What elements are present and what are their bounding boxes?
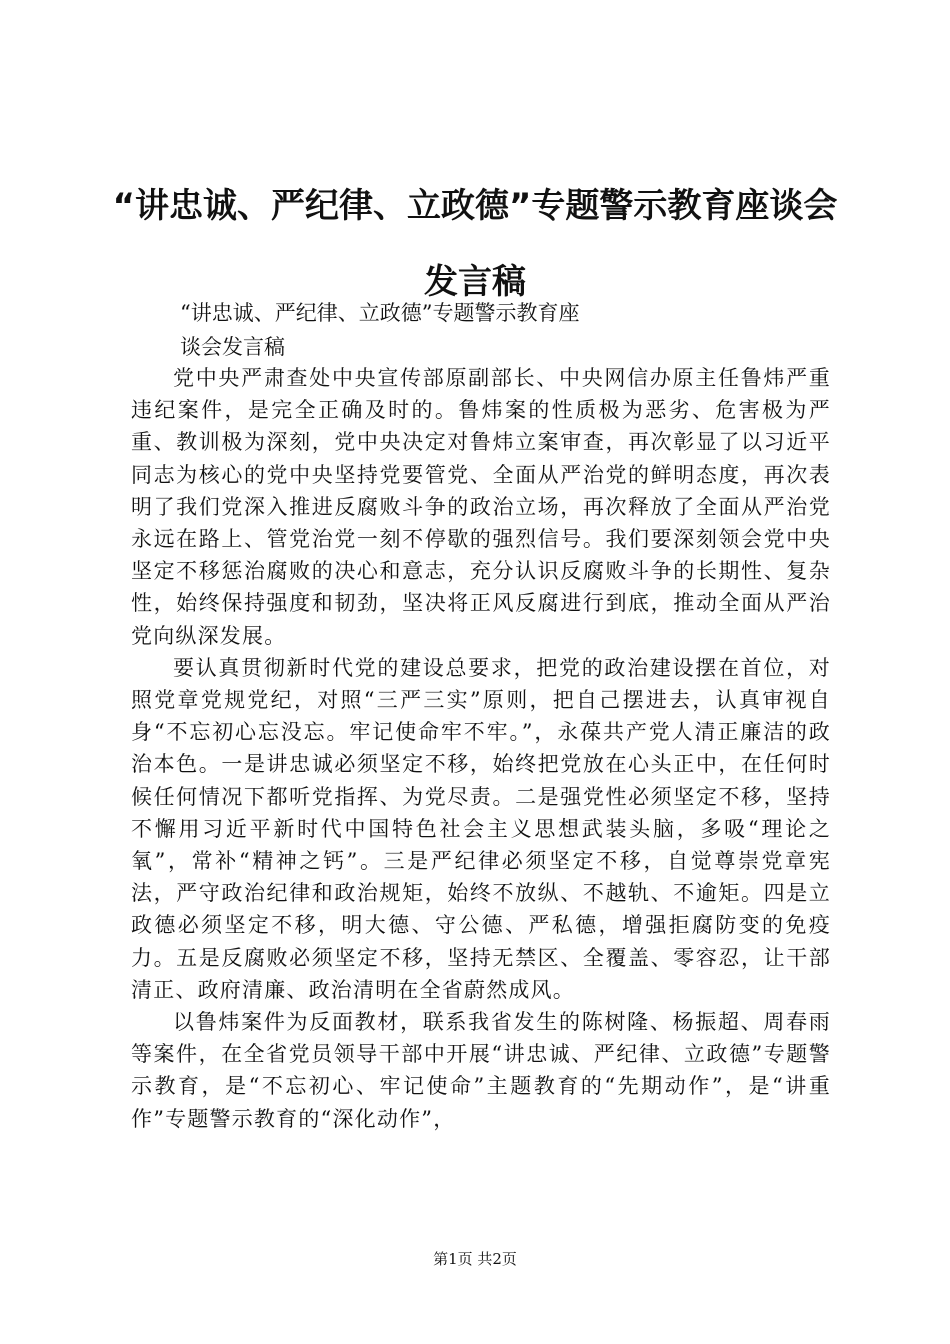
subtitle-line: “讲忠诚、严纪律、立政德”专题警示教育座 [180,301,580,325]
document-body [131,362,831,1135]
document-title: “讲忠诚、严纪律、立政德”专题警示教育座谈会发言稿 [112,186,838,302]
body-paragraph: 党中央严肃查处中央宣传部原副部长、中央网信办原主任鲁炜严重违纪案件，是完全正确及时的。鲁炜案的性质极为恶劣、危害极为严重、教训极为深刻，党中央决定对鲁炜立案审查，再次彰显了以习近平同志为核心的党中央坚持党要管党、全面从严治党的鲜明态度，再次表明了我们党深入推进反腐败斗争的政治立场，再次释放了全面从严治党永远在路上、管党治党一刻不停歇的强烈信号。我们要深刻领会党中央坚定不移惩治腐败的决心和意志，充分认识反腐败斗争的长期性、复杂性，始终保持强度和韧劲，坚决将正风反腐进行到底，推动全面从严治党向纵深发展。 [131,366,831,648]
body-paragraph: 要认真贯彻新时代党的建设总要求，把党的政治建设摆在首位，对照党章党规党纪，对照“三严三实”原则，把自己摆进去，认真审视自身“不忘初心忘没忘。牢记使命牢不牢。”，永葆共产党人清正廉洁的政治本色。一是讲忠诚必须坚定不移，始终把党放在心头正中，在任何时候任何情况下都听党指挥、为党尽责。二是强党性必须坚定不移，坚持不懈用习近平新时代中国特色社会主义思想武装头脑，多吸“理论之氧”，常补“精神之钙”。三是严纪律必须坚定不移，自觉尊崇党章宪法，严守政治纪律和政治规矩，始终不放纵、不越轨、不逾矩。四是立政德必须坚定不移，明大德、守公德、严私德，增强拒腐防变的免疫力。五是反腐败必须坚定不移，坚持无禁区、全覆盖、零容忍，让干部清正、政府清廉、政治清明在全省蔚然成风。 [131,655,831,1002]
body-paragraph: 以鲁炜案件为反面教材，联系我省发生的陈树隆、杨振超、周春雨等案件，在全省党员领导干部中开展“讲忠诚、严纪律、立政德”专题警示教育，是“不忘初心、牢记使命”主题教育的“先期动作”，是“讲重作”专题警示教育的“深化动作”， [131,1010,831,1131]
document-subtitle [180,296,780,364]
page-footer: 第1页 共2页 [433,1250,517,1268]
subtitle-line: 谈会发言稿 [180,335,285,359]
